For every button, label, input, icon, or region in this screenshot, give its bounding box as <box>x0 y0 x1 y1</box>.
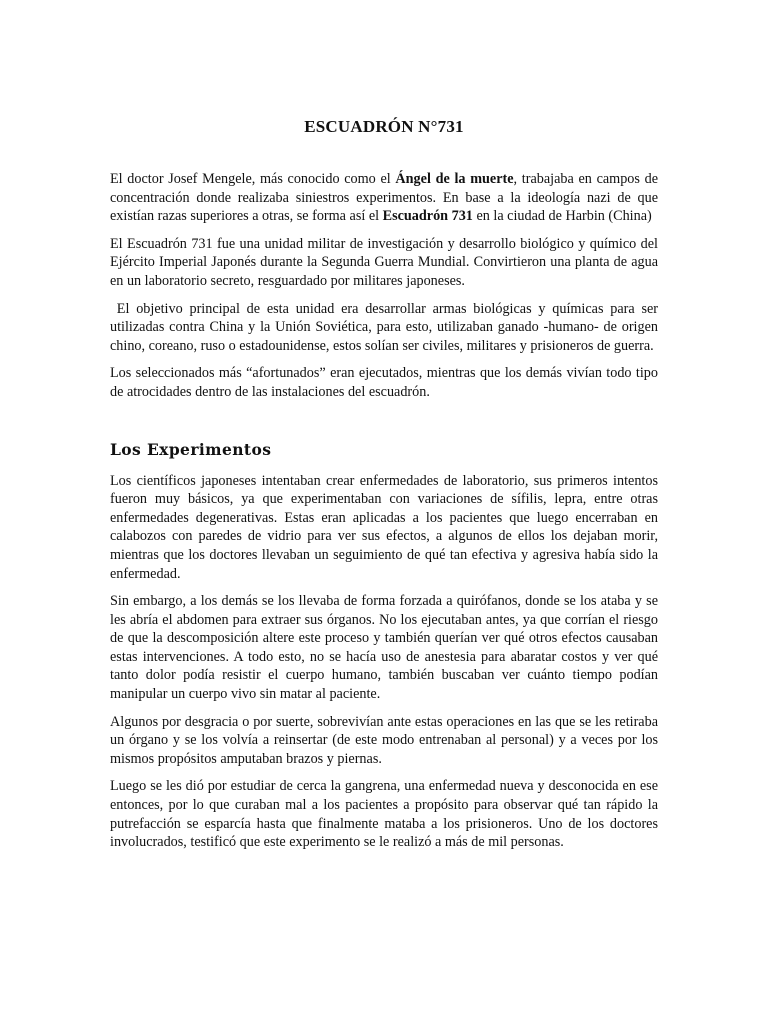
section-paragraph-2: Sin embargo, a los demás se los llevaba de forma forzada a quirófanos, donde se los ataba y se les abría el abdomen para extraer sus órganos. No los ejecutaban antes, ya que corrían el riesgo de que la descomposición altere este proceso y también querían ver qué otros efectos causaban estas intervenciones. A todo esto, no se hacía uso de anestesia para abaratar costos y ver qué tanto dolor podía resistir el cuerpo humano, también buscaban ver cuánto tiempo podían manipular un cuerpo vivo sin matar al paciente. <box>110 593 658 703</box>
section-paragraph-4: Luego se les dió por estudiar de cerca la gangrena, una enfermedad nueva y desconocida en ese entonces, por lo que curaban mal a los pacientes a propósito para observar qué tan rápido la putrefacción se esparcía hasta que finalmente mataba a los prisioneros. Uno de los doctores involucrados, testificó que este experimento se le realizó a más de mil personas. <box>110 778 658 851</box>
document-title: ESCUADRÓN N°731 <box>304 117 464 136</box>
document-body <box>110 116 662 861</box>
section-paragraph-1: Los científicos japoneses intentaban crear enfermedades de laboratorio, sus primeros intentos fueron muy básicos, ya que experimentaban con variaciones de sífilis, lepra, entre otras enfermedades degenerativas. Estas eran aplicadas a los pacientes que luego encerraban en calabozos con paredes de vidrio para ver sus efectos, a algunos de ellos los dejaban morir, mientras que los doctores llevaban un seguimiento de qué tan efectiva y agresiva había sido la enfermedad. <box>110 472 658 582</box>
angel-de-la-muerte-bold: Ángel de la muerte <box>395 171 514 187</box>
intro-paragraph-1 <box>110 170 658 226</box>
intro-p1-text-c: , trabajaba en campos de concentración donde realizaba siniestros experimentos. En base a la ideología nazi de que existían razas superiores a otras, se forma así el <box>110 171 658 225</box>
section-heading: Los Experimentos <box>110 439 272 459</box>
intro-paragraph-4: Los seleccionados más “afortunados” eran ejecutados, mientras que los demás vivían todo tipo de atrocidades dentro de las instalaciones del escuadrón. <box>110 365 658 400</box>
section-paragraph-3: Algunos por desgracia o por suerte, sobrevivían ante estas operaciones en las que se les retiraba un órgano y se los volvía a reinsertar (de este modo entrenaban al personal) y a veces por los mismos propósitos amputaban brazos y piernas. <box>110 713 658 767</box>
intro-p1-text-a: El doctor Josef Mengele, más conocido como el <box>110 171 396 187</box>
intro-paragraph-2: El Escuadrón 731 fue una unidad militar de investigación y desarrollo biológico y químico del Ejército Imperial Japonés durante la Segunda Guerra Mundial. Convirtieron una planta de agua en un laboratorio secreto, resguardado por militares japoneses. <box>110 235 658 289</box>
intro-paragraph-3: El objetivo principal de esta unidad era desarrollar armas biológicas y químicas para ser utilizadas contra China y la Unión Soviética, para esto, utilizaban ganado -humano- de origen chino, coreano, ruso o estadounidense, estos solían ser civiles, militares y prisioneros de guerra. <box>110 300 662 354</box>
intro-p1-text-e: en la ciudad de Harbin (China) <box>472 208 652 225</box>
escuadron-731-bold: Escuadrón 731 <box>382 208 473 225</box>
